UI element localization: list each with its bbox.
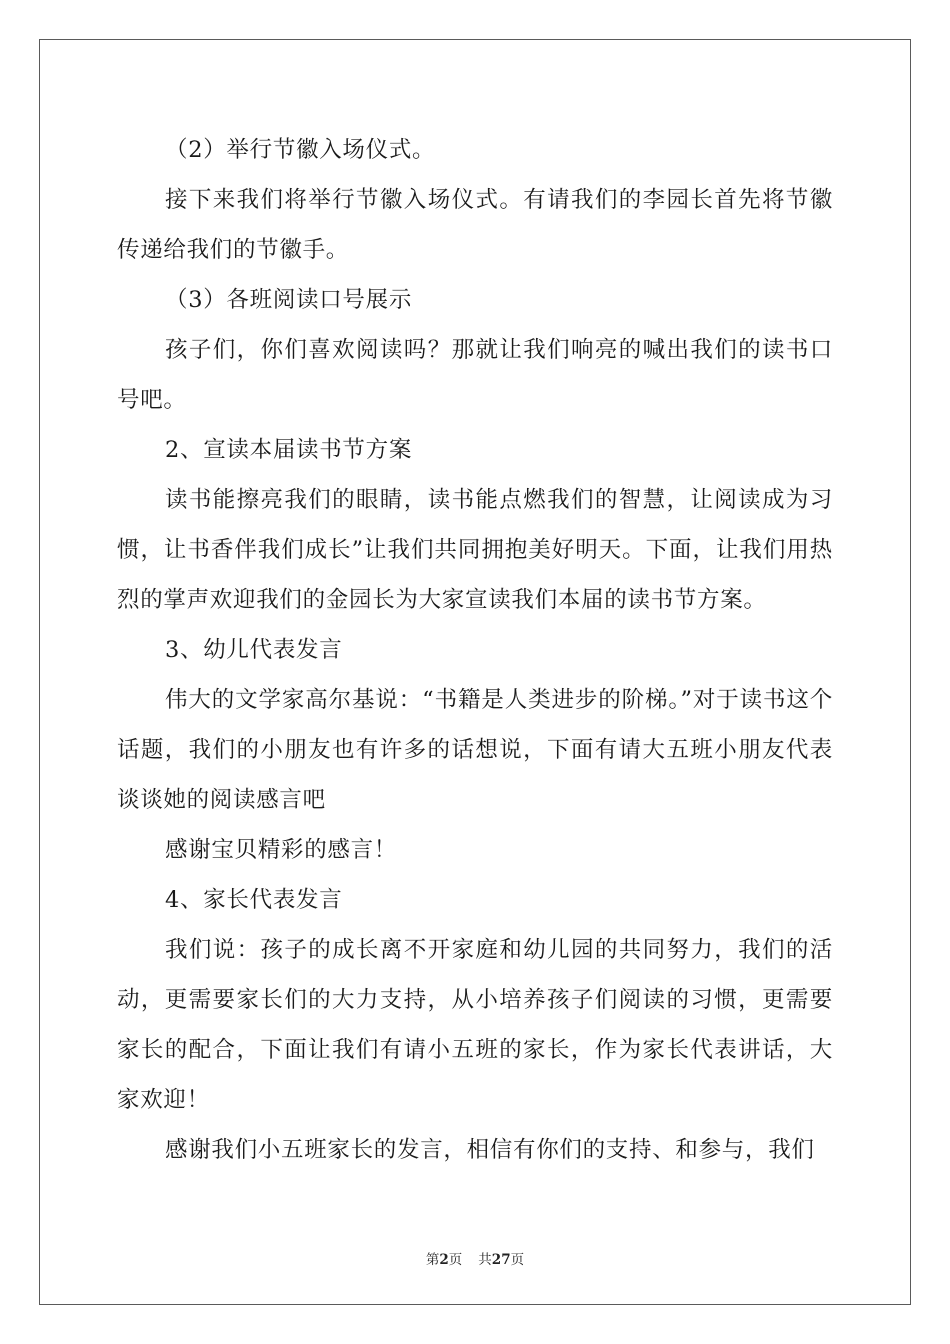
body-paragraph: 感谢宝贝精彩的感言！ xyxy=(165,837,398,863)
section-heading: 3、幼儿代表发言 xyxy=(165,637,343,663)
body-paragraph: 读书能擦亮我们的眼睛，读书能点燃我们的智慧，让阅读成为习惯，让书香伴我们成长”让我们共同拥抱美好明天。下面，让我们用热烈的掌声欢迎我们的金园长为大家宣读我们本届的读书节方案。 xyxy=(117,487,833,613)
body-paragraph: 接下来我们将举行节徽入场仪式。有请我们的李园长首先将节徽传递给我们的节徽手。 xyxy=(117,187,833,263)
body-paragraph: 孩子们，你们喜欢阅读吗？那就让我们响亮的喊出我们的读书口号吧。 xyxy=(117,337,833,413)
total-label-suffix: 页 xyxy=(510,1252,525,1268)
section-heading: 4、家长代表发言 xyxy=(165,887,343,913)
section-heading: （3）各班阅读口号展示 xyxy=(165,287,413,313)
body-paragraph: 伟大的文学家高尔基说：“书籍是人类进步的阶梯。”对于读书这个话题，我们的小朋友也有许多的话想说，下面有请大五班小朋友代表谈谈她的阅读感言吧 xyxy=(117,687,833,813)
document-body xyxy=(117,125,833,1175)
section-heading: 2、宣读本届读书节方案 xyxy=(165,437,413,463)
total-label-prefix: 共 xyxy=(478,1252,492,1268)
page-label-suffix: 页 xyxy=(448,1252,463,1268)
page-footer xyxy=(0,1248,950,1268)
total-pages: 27 xyxy=(491,1252,511,1268)
body-paragraph: 感谢我们小五班家长的发言，相信有你们的支持、和参与，我们 xyxy=(165,1137,815,1163)
page-number: 2 xyxy=(439,1252,449,1268)
section-heading: （2）举行节徽入场仪式。 xyxy=(165,137,436,163)
page-label-prefix: 第 xyxy=(425,1252,440,1268)
body-paragraph: 我们说：孩子的成长离不开家庭和幼儿园的共同努力，我们的活动，更需要家长们的大力支持，从小培养孩子们阅读的习惯，更需要家长的配合，下面让我们有请小五班的家长，作为家长代表讲话，大家欢迎！ xyxy=(117,937,833,1113)
